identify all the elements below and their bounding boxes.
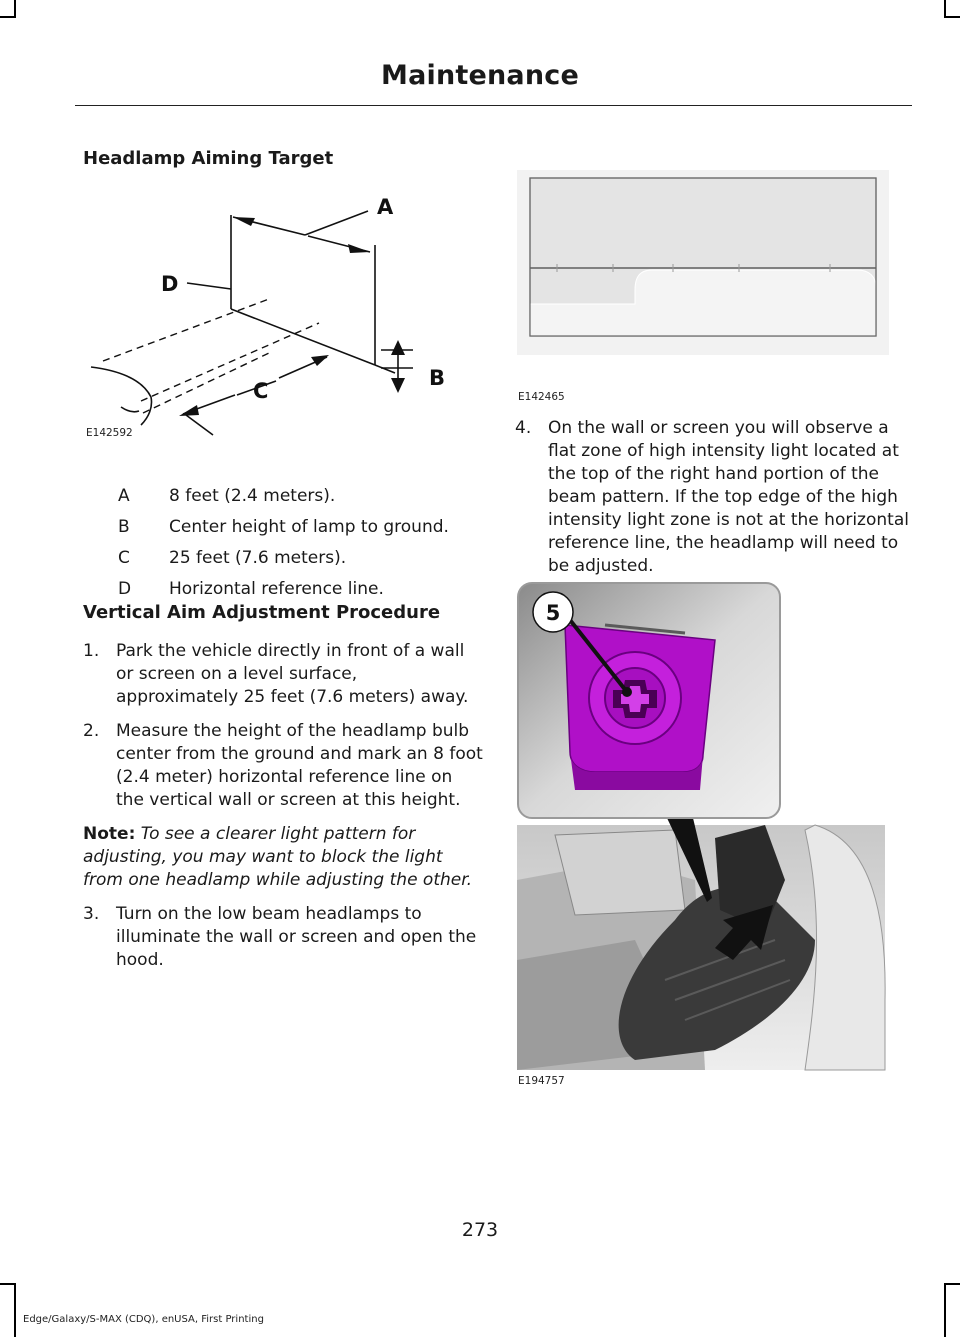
step-text: Park the vehicle directly in front of a wall or screen on a level surface, approximately 25 feet (7.6 meters) away. [116, 641, 469, 707]
label-d: D [161, 272, 179, 296]
crop-mark-top-left [0, 16, 16, 18]
crop-mark-bottom-right [944, 1283, 960, 1285]
step-2 [83, 720, 483, 812]
crop-mark-bottom-left [14, 1283, 16, 1337]
label-a: A [377, 195, 394, 219]
crop-mark-top-right [944, 16, 960, 18]
procedure-steps [83, 640, 483, 983]
aiming-target-diagram [83, 185, 483, 450]
legend-key: B [118, 517, 130, 537]
legend-key: C [118, 548, 130, 568]
step-number: 1. [83, 641, 100, 661]
figure-code-1: E142592 [86, 427, 133, 439]
step-number: 2. [83, 721, 100, 741]
legend-text: Horizontal reference line. [169, 579, 384, 599]
diagram-legend [118, 486, 478, 610]
heading-vertical-aim: Vertical Aim Adjustment Procedure [83, 602, 441, 623]
note-text: To see a clearer light pattern for adjusting, you may want to block the light from one headlamp while adjusting the other. [83, 824, 473, 890]
section-title: Maintenance [381, 60, 579, 91]
step-1 [83, 640, 483, 709]
step-number: 4. [515, 418, 532, 438]
step-text: Turn on the low beam headlamps to illuminate the wall or screen and open the hood. [116, 904, 477, 970]
note [83, 823, 483, 892]
legend-text: 25 feet (7.6 meters). [169, 548, 347, 568]
legend-text: 8 feet (2.4 meters). [169, 486, 336, 506]
callout-5: 5 [545, 601, 561, 625]
step-text: On the wall or screen you will observe a flat zone of high intensity light located at the top of the right hand portion of the beam pattern. If the top edge of the high intensity light zone is not at the horizontal reference line, the headlamp will need to be adjusted. [548, 418, 909, 576]
crop-mark-bottom-right [944, 1283, 946, 1337]
legend-item [118, 486, 478, 513]
legend-key: D [118, 579, 132, 599]
legend-item [118, 517, 478, 544]
figure-code-3: E194757 [518, 1075, 565, 1087]
headlamp-adjuster-illustration [515, 580, 890, 1072]
header-rule [75, 105, 912, 106]
crop-mark-bottom-left [0, 1283, 16, 1285]
page-number: 273 [461, 1219, 499, 1241]
legend-text: Center height of lamp to ground. [169, 517, 449, 537]
label-c: C [253, 379, 269, 403]
heading-aiming-target: Headlamp Aiming Target [83, 148, 334, 169]
step-number: 3. [83, 904, 100, 924]
legend-item [118, 548, 478, 575]
note-label: Note: [83, 824, 136, 844]
step-4 [515, 417, 910, 578]
step-3 [83, 903, 483, 972]
beam-pattern-diagram [517, 170, 889, 355]
legend-key: A [118, 486, 130, 506]
edition-footer: Edge/Galaxy/S-MAX (CDQ), enUSA, First Printing [23, 1314, 264, 1325]
label-b: B [429, 366, 446, 390]
figure-code-2: E142465 [518, 391, 565, 403]
step-text: Measure the height of the headlamp bulb center from the ground and mark an 8 foot (2.4 meter) horizontal reference line on the vertical wall or screen at this height. [116, 721, 483, 810]
